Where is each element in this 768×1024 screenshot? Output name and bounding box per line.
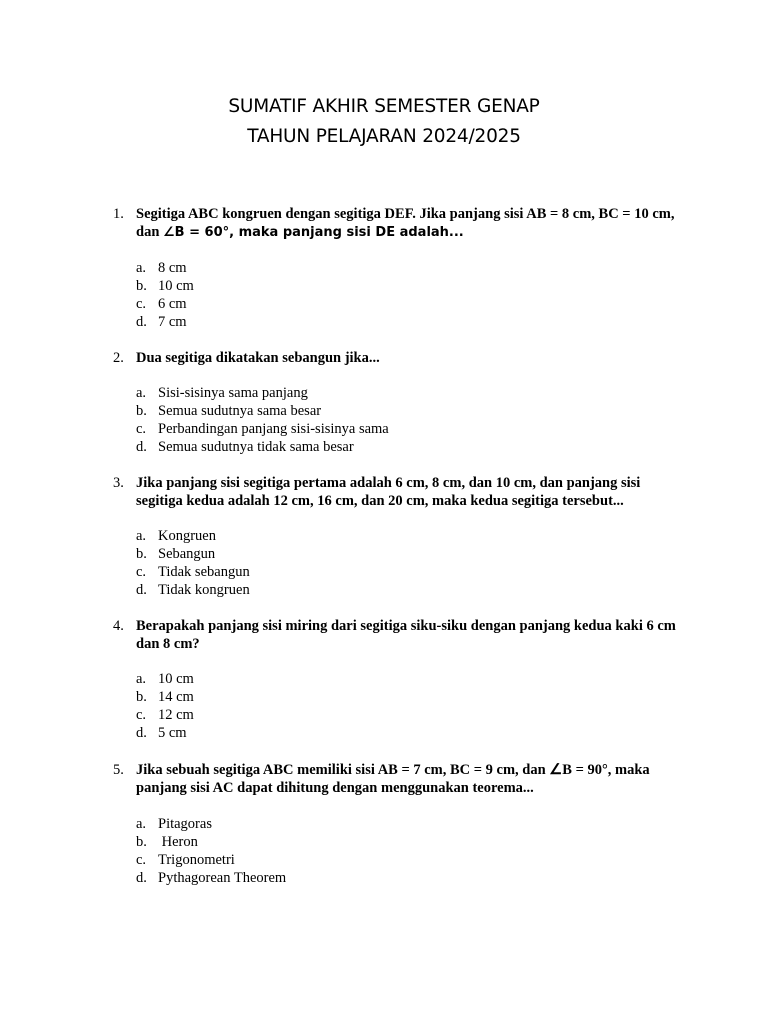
option-text: Sebangun <box>158 546 216 562</box>
option-text: Pitagoras <box>158 816 212 832</box>
option-text: 10 cm <box>158 278 194 294</box>
option-letter: a. <box>136 671 147 687</box>
option-text: Pythagorean Theorem <box>158 870 287 886</box>
page-title: SUMATIF AKHIR SEMESTER GENAP <box>228 96 540 117</box>
option-1a <box>0 259 768 277</box>
question-text: Dua segitiga dikatakan sebangun jika... <box>136 350 380 366</box>
option-text: 10 cm <box>158 671 194 687</box>
option-text: 12 cm <box>158 707 194 723</box>
option-4b <box>0 688 768 706</box>
option-4c <box>0 706 768 724</box>
option-text: Tidak kongruen <box>158 582 250 598</box>
option-text: Heron <box>158 834 198 850</box>
option-text: Kongruen <box>158 528 216 544</box>
question-number: 1. <box>113 206 124 222</box>
option-5d <box>0 869 768 887</box>
option-2d <box>0 438 768 456</box>
question-text: Jika sebuah segitiga ABC memiliki sisi AB = 7 cm, BC = 9 cm, dan ∠B = 90°, maka panjang sisi AC dapat dihitung dengan menggunakan teorema... <box>136 762 650 796</box>
question-text-part-1: Segitiga ABC kongruen dengan segitiga DEF. Jika panjang sisi AB = 8 cm, BC = 10 cm, dan <box>136 206 675 240</box>
option-letter: a. <box>136 260 147 276</box>
option-letter: b. <box>136 834 147 850</box>
option-2c <box>0 420 768 438</box>
option-letter: c. <box>136 852 147 868</box>
page-subtitle: TAHUN PELAJARAN 2024/2025 <box>247 126 521 147</box>
option-2a <box>0 384 768 402</box>
option-letter: a. <box>136 528 147 544</box>
option-text: Semua sudutnya tidak sama besar <box>158 439 354 455</box>
option-letter: a. <box>136 385 147 401</box>
option-text: Sisi-sisinya sama panjang <box>158 385 308 401</box>
question-text: Jika panjang sisi segitiga pertama adalah 6 cm, 8 cm, dan 10 cm, dan panjang sisi segitiga kedua adalah 12 cm, 16 cm, dan 20 cm, maka kedua segitiga tersebut... <box>136 475 641 509</box>
option-text: 7 cm <box>158 314 187 330</box>
option-letter: d. <box>136 725 147 741</box>
question-text: Berapakah panjang sisi miring dari segitiga siku-siku dengan panjang kedua kaki 6 cm dan 8 cm? <box>136 618 676 652</box>
option-text: Semua sudutnya sama besar <box>158 403 322 419</box>
option-3b <box>0 545 768 563</box>
option-text: 5 cm <box>158 725 187 741</box>
option-letter: c. <box>136 564 147 580</box>
question-number: 2. <box>113 350 124 366</box>
option-1c <box>0 295 768 313</box>
option-letter: b. <box>136 278 147 294</box>
option-1b <box>0 277 768 295</box>
option-2b <box>0 402 768 420</box>
option-3a <box>0 527 768 545</box>
option-text: 8 cm <box>158 260 187 276</box>
option-3d <box>0 581 768 599</box>
option-text: Perbandingan panjang sisi-sisinya sama <box>158 421 389 437</box>
option-letter: a. <box>136 816 147 832</box>
option-letter: d. <box>136 582 147 598</box>
option-letter: c. <box>136 421 147 437</box>
option-text: 14 cm <box>158 689 194 705</box>
option-letter: d. <box>136 314 147 330</box>
option-4d <box>0 724 768 742</box>
option-letter: b. <box>136 403 147 419</box>
question-number: 5. <box>113 762 124 778</box>
option-text: Trigonometri <box>158 852 235 868</box>
option-letter: b. <box>136 689 147 705</box>
question-text-part-2: ∠B = 60°, maka panjang sisi DE adalah... <box>163 225 464 240</box>
option-letter: c. <box>136 296 147 312</box>
option-letter: d. <box>136 870 147 886</box>
option-letter: d. <box>136 439 147 455</box>
option-letter: c. <box>136 707 147 723</box>
option-3c <box>0 563 768 581</box>
option-5b <box>0 833 768 851</box>
question-number: 3. <box>113 475 124 491</box>
option-1d <box>0 313 768 331</box>
option-text: Tidak sebangun <box>158 564 250 580</box>
option-letter: b. <box>136 546 147 562</box>
option-text: 6 cm <box>158 296 187 312</box>
option-5a <box>0 815 768 833</box>
option-4a <box>0 670 768 688</box>
question-number: 4. <box>113 618 124 634</box>
question-text <box>136 205 684 242</box>
option-5c <box>0 851 768 869</box>
